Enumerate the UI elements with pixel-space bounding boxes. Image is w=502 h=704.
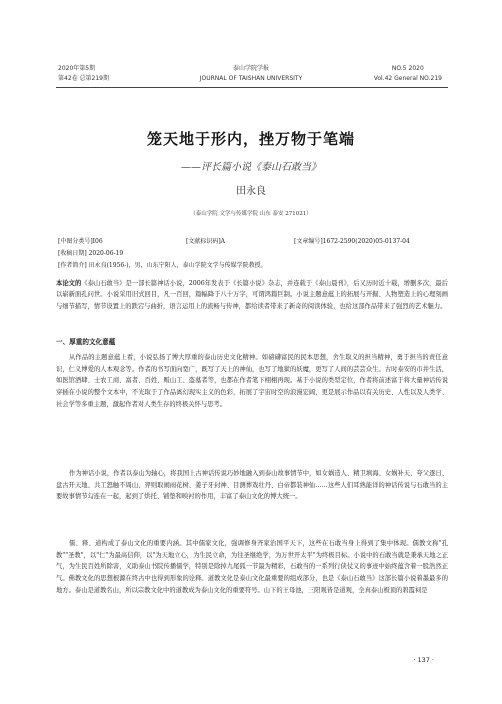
meta-received: [收稿日期] 2020-06-19 [58, 250, 124, 257]
body-paragraph: 儒、释、道构成了泰山文化的重要内涵。其中儒家文化，强调修身齐家治国平天下，这些在石敢当身上得到了集中体现。儒教文称"孔教""圣教"，以"仁"为最高信仰，以"为天地立心，为生民立命，为往圣继绝学，为万世开太平"为终极目标。小说中的石敢当就是秉承天地之正气，为生民百姓所除害，义助泰山书院传播儒学，特别是除掉九尾狐一节最为精彩，石敢当的一系列行侠仗义的事迹中始终蕴含着一股浩然正气。佛教文化的思想根源在终古中也得到形象的诠释。道教文化是泰山文化最重要的组成部分，也是《泰山石敢当》这部长篇小说着墨最多的地方。泰山是道教名山，所以宗教文化中的道教成为泰山文化的重要符号。山下的王母池，三阳观皆是道观，全真泰山极顶的碧霞祠是 [56, 540, 448, 594]
header-divider [56, 87, 448, 88]
header-volume: 第42卷 总第219期 [58, 75, 109, 82]
section-heading: 一、厚重的文化意蕴 [56, 338, 116, 346]
body-paragraph: 作为神话小说，作者以泰山为轴心，将我国上古神话传说巧妙地融入到泰山故事情节中，如女娲造人、精卫填海、女娲补天、夸父逐日、盘古开天地、共工怒触不周山、羿则取闹雨花树、姜子牙封神、目测葬戏壮丹、白帝都装神仙……这些人们耳熟能详的神话传说与石敢当的主要故事情节勾连在一起，起到了烘托、铺垫和映衬的作用，丰富了泰山文化的博大统一。 [56, 470, 448, 501]
abstract [56, 278, 448, 312]
meta-article-no: [文章编号]1672-2590(2020)05-0137-04 [294, 238, 410, 245]
meta-clc: [中图分类号]I06 [58, 238, 103, 245]
header-journal-en: JOURNAL OF TAISHAN UNIVERSITY [199, 75, 303, 82]
header-vol-en: Vol.42 General NO.219 [373, 75, 442, 82]
abstract-text: 《泰山石敢当》是一部长篇神话小说，2006年发表于《长篇小说》杂志，并连载于《泰山晨刊》，后又历时近十载，增删多次，最后以崭新面孔问世。小说采用旧式回目，凡一百回，篇幅降于八十万字，可谓鸿篇巨制。小说主题意蕴上的拓展与开掘、人物塑造上的心理刻画与细节描写，情节设置上的跌宕与曲折，语言运用上的流畅与传神，都给读者带来了新奇的阅读体验，也给这部作品带来了强烈的艺术魅力。 [56, 280, 448, 310]
header-number-info [374, 64, 442, 84]
body-paragraph: 从作品的主题意蕴上看，小说弘扬了博大厚重的泰山历史文化精神。如磅礴富民的民本思想，舍生取义的担当精神，勇于担当的责任意识，仁义博爱的人本观念等。作者的书写面向宽广，既写了天上的神仙，也写了地狱的妖魔，更写了人间的芸芸众生。古时泰安的市井生活，如医馆酒肆、士农工商、富者、百姓、贩山工、盗墓者等，也都在作者笔下栩栩再现。基于小说的类型定位，作者将前述富于将大量神话传说穿插在小说的整个文本中，不光取于了作品离幻现实主义的色彩，拓展了宇宙时空的浪漫宏阔，更是展示作品以有关历史、人性以及人类学、社会学等多重主题，激起作者对人类生存的终极关怀与思考。 [56, 354, 448, 408]
abstract-label: 本论文的 [56, 280, 82, 287]
meta-author-intro: [作者简介] 田永良(1956-)，男，山东宁阳人，泰山学院文学与传媒学院教授。 [58, 262, 267, 269]
article-subtitle: ——评长篇小说《泰山石敢当》 [181, 162, 321, 173]
page-number: · 137 · [413, 656, 434, 664]
header-no: NO.5 2020 [391, 65, 424, 72]
header-year-issue: 2020年第5期 [58, 65, 96, 72]
meta-doc-code: [文献标识码]A [186, 238, 226, 245]
article-title: 笼天地于形内，挫万物于笔端 [146, 130, 355, 148]
author-affiliation: （泰山学院 文学与传媒学院 山东 泰安 271021） [190, 211, 312, 217]
header-journal-cn: 泰山学院学报 [232, 65, 269, 72]
article-author: 田永良 [236, 186, 266, 197]
